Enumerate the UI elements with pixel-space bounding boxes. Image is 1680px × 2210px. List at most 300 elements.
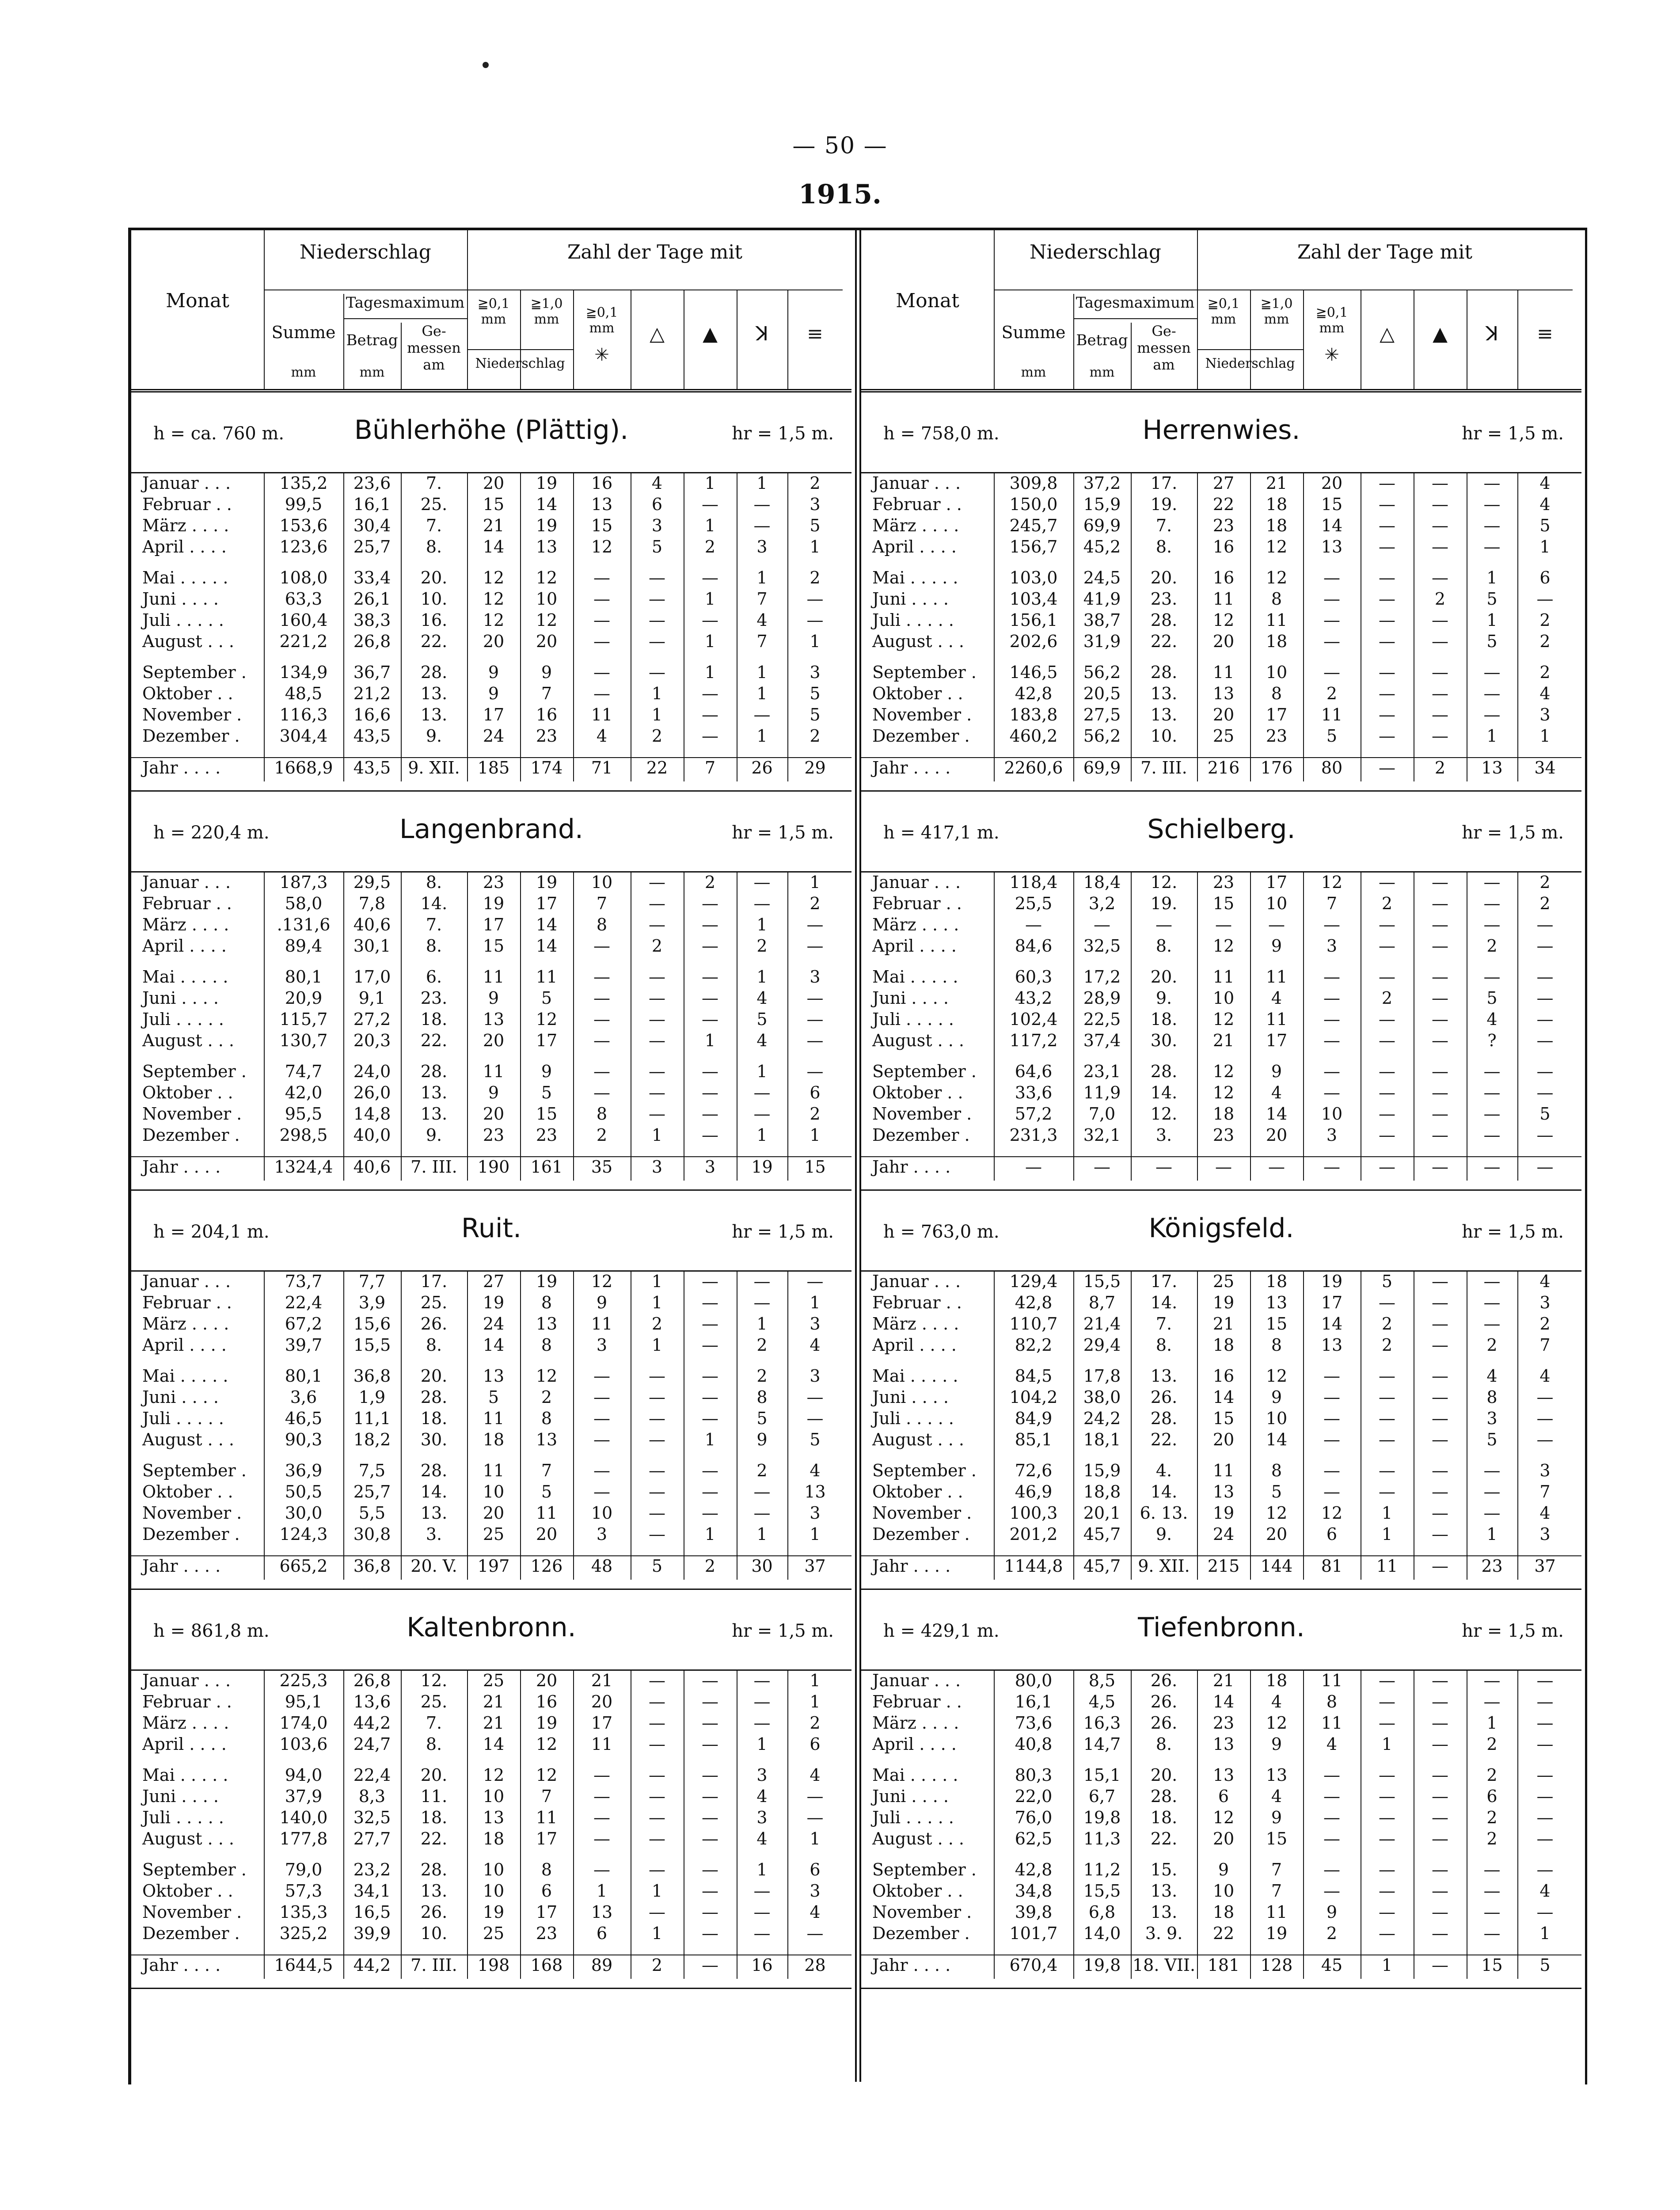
cell-days-thunder: — (753, 1713, 771, 1733)
cell-days-fog: — (806, 1409, 824, 1428)
cell-month: November . (872, 1503, 972, 1523)
cell-month: Januar . . . (872, 1671, 961, 1690)
cell-days-hail: 5 (651, 537, 663, 556)
cell-summe: — (1025, 915, 1042, 934)
cell-days-thunder: — (1483, 915, 1501, 934)
table-row (131, 1765, 851, 1787)
table-row (861, 894, 1581, 915)
cell-days-ge01: 18 (1212, 1902, 1235, 1922)
cell-summe: 101,7 (1009, 1924, 1058, 1943)
cell-gemessen-am: 18. (420, 1010, 448, 1029)
cell-days-ge10: 9 (1271, 1387, 1282, 1407)
column-rule (1131, 1669, 1132, 1979)
cell-gemessen-am: 18. VII. (1132, 1955, 1196, 1975)
cell-days-sleet: 1 (704, 1031, 716, 1050)
cell-days-hail: — (649, 589, 665, 609)
cell-summe: 183,8 (1009, 705, 1058, 724)
cell-days-fog: 1 (810, 632, 821, 651)
cell-days-ge01: 13 (1212, 1734, 1235, 1754)
cell-days-snow: — (1323, 610, 1340, 630)
table-row (131, 1860, 851, 1881)
station-title (861, 809, 1581, 849)
cell-betrag: 16,6 (353, 705, 391, 724)
column-rule (467, 1669, 468, 1979)
station-title (131, 1208, 851, 1248)
filled-triangle-icon: ▲ (703, 323, 718, 345)
table-row (131, 473, 851, 495)
cell-days-fog: 5 (810, 705, 821, 724)
cell-days-sleet: — (1432, 988, 1448, 1008)
station-name: Tiefenbronn. (1138, 1612, 1305, 1643)
cell-days-snow: — (1323, 1461, 1340, 1480)
cell-days-sleet: — (1432, 663, 1448, 682)
table-row (861, 1430, 1581, 1451)
cell-days-hail: 5 (651, 1556, 663, 1576)
cell-days-ge10: 13 (1266, 1293, 1288, 1312)
cell-days-hail: 1 (651, 684, 663, 703)
cell-summe: 123,6 (279, 537, 328, 556)
cell-days-thunder: 16 (751, 1955, 773, 1975)
cell-betrag: 31,9 (1083, 632, 1121, 651)
cell-days-snow: 9 (1326, 1902, 1338, 1922)
cell-days-hail: — (649, 1524, 665, 1544)
cell-betrag: 28,9 (1083, 988, 1121, 1008)
cell-days-hail: 1 (1381, 1524, 1393, 1544)
cell-days-fog: — (1536, 988, 1554, 1008)
cell-betrag: 22,4 (353, 1765, 391, 1785)
cell-summe: 42,8 (1015, 1860, 1053, 1879)
station-gauge-height: hr = 1,5 m. (1462, 423, 1564, 444)
cell-betrag: 24,5 (1083, 568, 1121, 587)
header-rule (343, 294, 344, 389)
cell-betrag: 20,5 (1083, 684, 1121, 703)
cell-days-snow: 17 (591, 1713, 613, 1733)
station-gauge-height: hr = 1,5 m. (1462, 1621, 1564, 1641)
cell-days-thunder: 23 (1481, 1556, 1503, 1576)
cell-days-ge01: 23 (1212, 873, 1235, 892)
cell-summe: 231,3 (1009, 1125, 1058, 1145)
cell-summe: 103,0 (1009, 568, 1058, 587)
cell-gemessen-am: 7. III. (1140, 758, 1187, 777)
table-row (131, 1713, 851, 1734)
cell-gemessen-am: 18. (420, 1808, 448, 1827)
cell-month: Juni . . . . (872, 1387, 949, 1407)
cell-days-fog: 29 (804, 758, 826, 777)
cell-gemessen-am: 10. (1150, 726, 1178, 746)
cell-month: November . (872, 705, 972, 724)
cell-days-sleet: — (1432, 1083, 1448, 1102)
cell-days-fog: — (1536, 1430, 1554, 1449)
cell-days-sleet: — (702, 1829, 718, 1848)
cell-days-thunder: 4 (756, 1829, 768, 1848)
cell-days-fog: — (806, 610, 824, 630)
cell-month: März . . . . (142, 516, 229, 535)
cell-days-fog: — (1536, 1031, 1554, 1050)
station-block (131, 792, 851, 1191)
cell-month: Jahr . . . . (142, 758, 221, 777)
cell-summe: 76,0 (1015, 1808, 1053, 1827)
cell-days-thunder: 5 (756, 1010, 768, 1029)
cell-month: September . (872, 1860, 977, 1879)
cell-days-ge01: 11 (1212, 1461, 1235, 1480)
cell-days-sleet: — (702, 894, 718, 913)
cell-days-sleet: — (1432, 1430, 1448, 1449)
cell-days-snow: — (1323, 568, 1340, 587)
cell-days-snow: — (1323, 1808, 1340, 1827)
cell-days-ge01: 13 (1212, 684, 1235, 703)
cell-gemessen-am: 12. (1150, 1104, 1178, 1124)
cell-days-hail: — (649, 568, 665, 587)
cell-days-fog: 2 (1539, 873, 1551, 892)
cell-days-ge01: 5 (488, 1387, 499, 1407)
table-row (131, 1524, 851, 1546)
cell-days-thunder: — (753, 894, 771, 913)
cell-month: Oktober . . (872, 684, 963, 703)
cell-days-hail: — (649, 1808, 665, 1827)
cell-days-hail: — (649, 1010, 665, 1029)
header-niederschlag: Niederschlag (300, 241, 431, 263)
cell-days-ge10: 12 (536, 1734, 558, 1754)
cell-days-snow: 9 (596, 1293, 608, 1312)
cell-month: Mai . . . . . (872, 568, 958, 587)
cell-days-snow: — (593, 610, 610, 630)
cell-betrag: 29,4 (1083, 1335, 1121, 1355)
cell-days-snow: 81 (1321, 1556, 1343, 1576)
cell-gemessen-am: 26. (420, 1314, 448, 1334)
column-rule (1131, 1270, 1132, 1580)
cell-days-snow: — (593, 589, 610, 609)
cell-summe: 95,1 (285, 1692, 323, 1711)
cell-days-ge01: 10 (1212, 1881, 1235, 1901)
cell-days-hail: — (649, 632, 665, 651)
cell-days-snow: 10 (591, 1503, 613, 1523)
cell-days-fog: — (1536, 1083, 1554, 1102)
column-rule (467, 472, 468, 781)
cell-summe: 146,5 (1009, 663, 1058, 682)
cell-month: Jahr . . . . (142, 1556, 221, 1576)
cell-betrag: 34,1 (353, 1881, 391, 1901)
cell-days-hail: 22 (646, 758, 668, 777)
cell-days-ge01: — (1215, 1157, 1232, 1177)
cell-days-thunder: — (1483, 1461, 1501, 1480)
cell-month: Dezember . (142, 1125, 240, 1145)
cell-betrag: 24,0 (353, 1062, 391, 1081)
cell-gemessen-am: 8. (1155, 1734, 1172, 1754)
header-rule (787, 290, 788, 389)
cell-betrag: — (1094, 1157, 1110, 1177)
cell-days-thunder: — (1483, 495, 1501, 514)
table-row (131, 1902, 851, 1924)
cell-betrag: 56,2 (1083, 663, 1121, 682)
cell-days-hail: 11 (1376, 1556, 1398, 1576)
cell-days-ge10: 23 (536, 726, 558, 746)
cell-gemessen-am: 20. (420, 1366, 448, 1386)
table-row (861, 1031, 1581, 1052)
cell-days-sleet: — (702, 1692, 718, 1711)
cell-days-thunder: — (1483, 1083, 1501, 1102)
cell-month: Jahr . . . . (872, 1955, 951, 1975)
cell-days-ge10: 8 (1271, 589, 1282, 609)
cell-days-thunder: 5 (1486, 1430, 1498, 1449)
cell-days-ge01: 185 (477, 758, 510, 777)
cell-gemessen-am: 28. (420, 1387, 448, 1407)
cell-gemessen-am: 13. (420, 1104, 448, 1124)
station-title (861, 410, 1581, 450)
cell-betrag: 36,7 (353, 663, 391, 682)
cell-days-fog: 3 (810, 663, 821, 682)
cell-days-ge10: 19 (536, 1713, 558, 1733)
cell-days-thunder: 5 (1486, 988, 1498, 1008)
cell-summe: 670,4 (1009, 1955, 1058, 1975)
cell-summe: 85,1 (1015, 1430, 1053, 1449)
cell-days-ge01: 25 (1212, 1272, 1235, 1291)
cell-days-snow: — (1323, 988, 1340, 1008)
cell-days-fog: 5 (1539, 1104, 1551, 1124)
cell-days-thunder: — (1483, 1692, 1501, 1711)
cell-days-sleet: — (702, 1272, 718, 1291)
cell-days-ge10: 7 (1271, 1860, 1282, 1879)
cell-days-ge10: 7 (1271, 1881, 1282, 1901)
cell-summe: 103,4 (1009, 589, 1058, 609)
cell-days-thunder: — (1483, 894, 1501, 913)
cell-days-hail: — (649, 988, 665, 1008)
cell-days-fog: 28 (804, 1955, 826, 1975)
cell-days-sleet: — (702, 1062, 718, 1081)
header-rule (1073, 294, 1074, 389)
cell-days-ge01: 18 (1212, 1335, 1235, 1355)
cell-days-sleet: — (702, 1387, 718, 1407)
cell-days-ge01: 23 (1212, 1713, 1235, 1733)
cell-days-ge10: 20 (536, 1671, 558, 1690)
cell-days-fog: — (1536, 915, 1554, 934)
cell-days-ge01: 12 (483, 589, 505, 609)
header-niederschlag: Niederschlag (1030, 241, 1161, 263)
cell-days-fog: — (806, 1387, 824, 1407)
cell-days-ge10: 11 (536, 1808, 558, 1827)
cell-betrag: 20,1 (1083, 1503, 1121, 1523)
cell-days-hail: 3 (651, 1157, 663, 1177)
station-name: Königsfeld. (1148, 1213, 1294, 1244)
table-row (131, 1062, 851, 1083)
cell-days-snow: — (593, 1787, 610, 1806)
cell-days-thunder: 6 (1486, 1787, 1498, 1806)
cell-summe: 22,4 (285, 1293, 323, 1312)
table-row (131, 1335, 851, 1356)
cell-month: August . . . (872, 632, 964, 651)
cell-days-sleet: 2 (704, 537, 716, 556)
cell-days-snow: 2 (596, 1125, 608, 1145)
cell-days-snow: — (1323, 1881, 1340, 1901)
cell-days-hail: — (1379, 915, 1395, 934)
cell-days-sleet: — (1432, 1692, 1448, 1711)
cell-gemessen-am: 25. (420, 1293, 448, 1312)
station-gauge-height: hr = 1,5 m. (1462, 823, 1564, 843)
cell-days-snow: 3 (1326, 1125, 1338, 1145)
cell-days-hail: — (649, 1860, 665, 1879)
cell-days-thunder: — (753, 1482, 771, 1501)
column-rule (1303, 871, 1304, 1181)
year-total-row (131, 1156, 851, 1185)
cell-days-hail: — (1379, 1083, 1395, 1102)
cell-days-ge01: 20 (483, 1031, 505, 1050)
cell-days-fog: 5 (1539, 1955, 1551, 1975)
cell-days-ge10: 20 (536, 1524, 558, 1544)
cell-betrag: 9,1 (358, 988, 386, 1008)
cell-month: Dezember . (872, 1125, 970, 1145)
cell-days-ge01: 12 (483, 568, 505, 587)
cell-days-ge10: 11 (1266, 967, 1288, 987)
cell-days-snow: 16 (591, 473, 613, 493)
cell-summe: 124,3 (279, 1524, 328, 1544)
cell-summe: 150,0 (1009, 495, 1058, 514)
cell-month: Oktober . . (872, 1881, 963, 1901)
station-table (861, 472, 1581, 786)
cell-gemessen-am: 28. (1150, 610, 1178, 630)
cell-days-fog: — (1536, 1062, 1554, 1081)
cell-betrag: 30,8 (353, 1524, 391, 1544)
cell-betrag: 32,5 (353, 1808, 391, 1827)
cell-days-fog: 6 (810, 1860, 821, 1879)
cell-days-snow: 13 (591, 1902, 613, 1922)
cell-days-fog: — (1536, 936, 1554, 956)
table-row (861, 705, 1581, 726)
cell-days-thunder: — (1483, 1104, 1501, 1124)
column-rule (994, 1669, 995, 1979)
cell-gemessen-am: 13. (1150, 684, 1178, 703)
cell-days-sleet: — (1432, 1902, 1448, 1922)
cell-days-sleet: 2 (704, 1556, 716, 1576)
cell-days-thunder: 30 (751, 1556, 773, 1576)
cell-days-thunder: — (1483, 873, 1501, 892)
cell-days-snow: — (593, 1062, 610, 1081)
cell-days-thunder: 4 (756, 988, 768, 1008)
cell-days-ge01: 10 (483, 1860, 505, 1879)
station-elevation: h = 220,4 m. (153, 823, 270, 843)
cell-days-fog: — (806, 1924, 824, 1943)
header-summe: Summe (271, 323, 336, 342)
cell-summe: 39,8 (1015, 1902, 1053, 1922)
table-row (131, 915, 851, 936)
cell-days-ge10: 14 (536, 915, 558, 934)
cell-days-ge01: 20 (483, 1104, 505, 1124)
cell-days-fog: 4 (810, 1461, 821, 1480)
cell-days-ge01: 15 (1212, 894, 1235, 913)
cell-days-fog: 3 (810, 495, 821, 514)
cell-days-ge01: 9 (488, 663, 499, 682)
cell-days-ge01: 25 (483, 1671, 505, 1690)
header-ge01: ≧0,1 mm (1207, 296, 1240, 327)
cell-days-sleet: — (1432, 1734, 1448, 1754)
triangle-icon: △ (650, 323, 665, 345)
column-rule (1303, 472, 1304, 781)
cell-days-thunder: — (1483, 1293, 1501, 1312)
cell-gemessen-am: 14. (1150, 1083, 1178, 1102)
cell-days-snow: — (593, 1387, 610, 1407)
cell-summe: 63,3 (285, 589, 323, 609)
station-block (861, 1590, 1581, 1989)
cell-gemessen-am: 14. (420, 894, 448, 913)
cell-days-hail: — (1379, 1692, 1395, 1711)
cell-month: August . . . (872, 1829, 964, 1848)
cell-days-thunder: — (753, 1503, 771, 1523)
cell-days-hail: — (649, 1366, 665, 1386)
cell-days-ge10: 14 (536, 495, 558, 514)
cell-days-sleet: — (1432, 1829, 1448, 1848)
column-rule (401, 1270, 402, 1580)
column-rule (1303, 1270, 1304, 1580)
table-row (861, 610, 1581, 632)
cell-days-ge10: 144 (1260, 1556, 1293, 1576)
column-rule (994, 1270, 995, 1580)
cell-days-ge01: 10 (483, 1787, 505, 1806)
cell-days-fog: 1 (810, 1671, 821, 1690)
cell-days-snow: — (1323, 1787, 1340, 1806)
cell-month: April . . . . (142, 936, 227, 956)
cell-betrag: 36,8 (353, 1366, 391, 1386)
column-rule (573, 1270, 574, 1580)
cell-days-thunder: — (1483, 1062, 1501, 1081)
cell-days-sleet: 1 (704, 1430, 716, 1449)
cell-summe: 89,4 (285, 936, 323, 956)
column-rule (401, 1669, 402, 1979)
cell-gemessen-am: 13. (1150, 1366, 1178, 1386)
cell-days-hail: 1 (1381, 1734, 1393, 1754)
cell-days-hail: 2 (1381, 1335, 1393, 1355)
cell-days-snow: — (593, 1083, 610, 1102)
cell-days-thunder: — (753, 1924, 771, 1943)
cell-gemessen-am: 20. (1150, 568, 1178, 587)
column-rule (467, 1270, 468, 1580)
cell-betrag: 30,4 (353, 516, 391, 535)
cell-gemessen-am: 7. (1155, 516, 1172, 535)
cell-days-thunder: 1 (756, 1314, 768, 1334)
column-rule (1517, 1270, 1518, 1580)
column-header (861, 228, 1581, 392)
cell-days-fog: 4 (810, 1902, 821, 1922)
table-row (861, 1860, 1581, 1881)
cell-days-thunder: 2 (756, 1335, 768, 1355)
cell-gemessen-am: 9. XII. (408, 758, 460, 777)
cell-days-ge10: 8 (541, 1860, 552, 1879)
cell-days-ge10: 17 (536, 1902, 558, 1922)
cell-days-ge01: 12 (483, 610, 505, 630)
cell-days-ge01: 20 (1212, 1430, 1235, 1449)
table-row (861, 1387, 1581, 1409)
cell-days-snow: 8 (596, 915, 608, 934)
cell-days-thunder: — (1483, 663, 1501, 682)
cell-month: November . (142, 1902, 242, 1922)
table-row (131, 1409, 851, 1430)
cell-days-hail: 2 (1381, 894, 1393, 913)
cell-summe: 104,2 (1009, 1387, 1058, 1407)
cell-days-ge01: 17 (483, 705, 505, 724)
cell-days-hail: — (649, 1765, 665, 1785)
column-rule (1250, 1669, 1251, 1979)
cell-gemessen-am: 13. (420, 1083, 448, 1102)
cell-betrag: 25,7 (353, 1482, 391, 1501)
cell-days-thunder: 4 (756, 1031, 768, 1050)
cell-summe: 46,5 (285, 1409, 323, 1428)
cell-days-fog: 2 (810, 726, 821, 746)
cell-gemessen-am: 14. (1150, 1482, 1178, 1501)
cell-days-sleet: — (702, 1293, 718, 1312)
cell-days-thunder: — (1483, 1314, 1501, 1334)
cell-gemessen-am: 8. (426, 537, 442, 556)
cell-gemessen-am: 12. (420, 1671, 448, 1690)
cell-gemessen-am: 20. (420, 1765, 448, 1785)
cell-days-snow: 14 (1321, 1314, 1343, 1334)
cell-summe: 40,8 (1015, 1734, 1053, 1754)
